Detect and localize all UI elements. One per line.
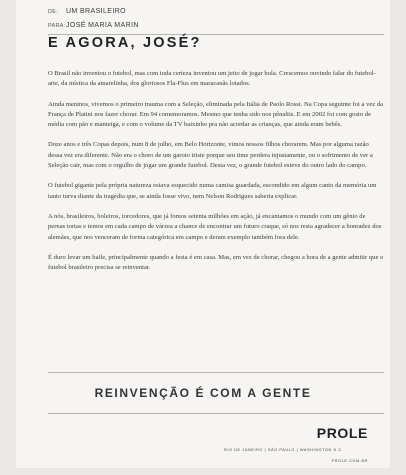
paragraph-3: Doze anos e três Copas depois, num 8 de julho, em Belo Horizonte, vimos nossos filhos chorarem. Mas por alguma razão dessa vez era diferente. Não era o choro de um garoto triste porque seu time perdera injustamente, ou o sofrimento de ver a Seleção cair, mas com o orgulho de jogar um grande futebol. Desta vez, o grande futebol esteve do outro lado do campo. xyxy=(48,141,373,170)
letter-body xyxy=(48,69,384,283)
paragraph-4: O futebol gigante pela própria natureza estava esquecido numa camisa guardada, escondido em algum canto da memória um tanto turva diante da tragédia que, se ainda fosse vivo, nem Nelson Rodrigues saberia explicar. xyxy=(48,182,377,200)
tagline: REINVENÇÃO É COM A GENTE xyxy=(94,386,312,400)
office-cities: RIO DE JANEIRO | SÃO PAULO | WASHINGTON D.C. xyxy=(224,448,344,452)
from-line xyxy=(48,5,139,19)
letter-header xyxy=(48,5,139,33)
to-line xyxy=(48,19,139,33)
paragraph-5: A nós, brasileiros, boleiros, torcedores, que já fomos setenta milhões em ação, já encantamos o mundo com um gênio de pernas tortas e temos em cada campo de várzea a chance de encontrar um futuro craque, só nos resta agradecer a honradez dos alemães, que nos venceram de forma categórica em campo e deram exemplo também fora dele. xyxy=(48,212,382,241)
prole-logo: PROLE xyxy=(316,425,368,441)
from-label: DE: xyxy=(48,9,59,15)
paragraph-2: Ainda meninos, vivemos o primeiro trauma com a Seleção, eliminada pela Itália de Paolo Rossi. Na Copa seguinte foi a vez da França de Platini nos fazer chorar. Em 94 comemoramos. Mesmo que tenha sido nos pênaltis. E em 2002 foi com gosto de média com pão e manteiga, e com o volume da TV baixinho pra não acordar as crianças, que ainda eram bebês. xyxy=(48,100,384,129)
tagline-bottom-divider xyxy=(48,413,384,414)
letter-page xyxy=(16,0,390,468)
paragraph-6: É duro levar um baile, principalmente quando a festa é em casa. Mas, em vez de chorar, chegou a hora de a gente admitir que o futebol brasileiro precisa se reinventar. xyxy=(48,253,384,272)
letter-title: E AGORA, JOSÉ? xyxy=(48,35,202,51)
to-value: JOSÉ MARIA MARIN xyxy=(65,22,139,29)
to-label: PARA: xyxy=(48,23,66,29)
tagline-top-divider xyxy=(48,372,384,373)
website-link[interactable]: PROLE.COM.BR xyxy=(331,459,368,463)
paragraph-1: O Brasil não inventou o futebol, mas com toda certeza inventou um jeito de jogar bola. Crescemos ouvindo falar do futebol-arte, da mística da amarelinha, dos gloriosos Fla-Flus em maracanãs lotados. xyxy=(48,70,376,88)
from-value: UM BRASILEIRO xyxy=(65,8,126,15)
